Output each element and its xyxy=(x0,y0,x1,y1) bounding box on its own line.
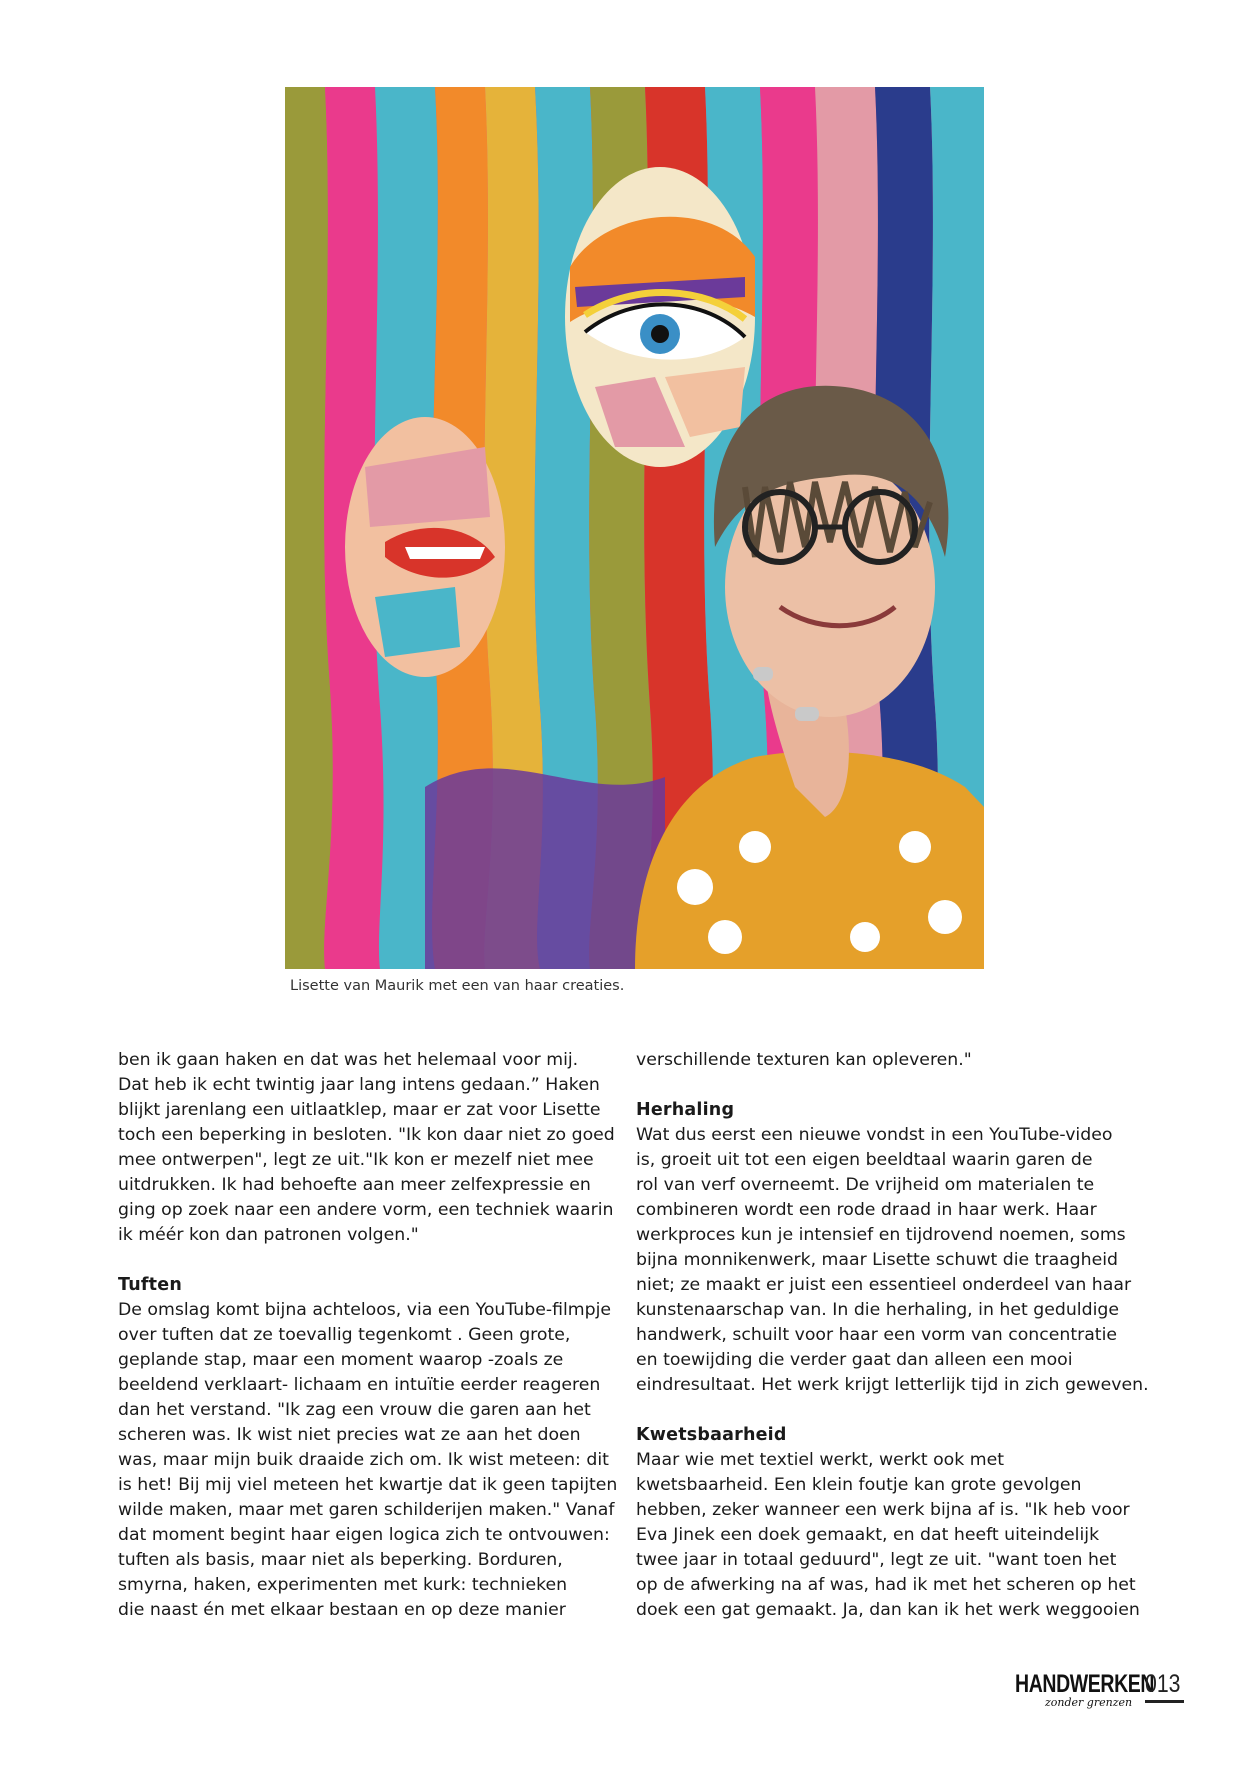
tufted-artwork-image xyxy=(285,87,984,969)
text-line: hebben, zeker wanneer een werk bijna af is. "Ik heb voor xyxy=(636,1500,1130,1520)
article-right-column xyxy=(636,1048,1149,1623)
text-line: bijna monnikenwerk, maar Lisette schuwt die traagheid xyxy=(636,1250,1119,1270)
text-line: is het! Bij mij viel meteen het kwartje dat ik geen tapijten xyxy=(118,1475,618,1495)
text-line: Eva Jinek een doek gemaakt, en dat heeft uiteindelijk xyxy=(636,1525,1100,1545)
text-line: Maar wie met textiel werkt, werkt ook met xyxy=(636,1450,1004,1470)
paragraph-herhaling xyxy=(636,1123,1149,1398)
text-line: wilde maken, maar met garen schilderijen maken." Vanaf xyxy=(118,1500,615,1520)
text-line: doek een gat gemaakt. Ja, dan kan ik het werk weggooien xyxy=(636,1600,1140,1620)
text-line: combineren wordt een rode draad in haar werk. Haar xyxy=(636,1200,1097,1220)
text-line: twee jaar in totaal geduurd", legt ze uit. "want toen het xyxy=(636,1550,1117,1570)
text-line: Dat heb ik echt twintig jaar lang intens gedaan.” Haken xyxy=(118,1075,600,1095)
text-line: ben ik gaan haken en dat was het helemaal voor mij. xyxy=(118,1050,579,1070)
text-line: Wat dus eerst een nieuwe vondst in een YouTube-video xyxy=(636,1125,1113,1145)
text-line: niet; ze maakt er juist een essentieel onderdeel van haar xyxy=(636,1275,1132,1295)
text-line: blijkt jarenlang een uitlaatklep, maar er zat voor Lisette xyxy=(118,1100,601,1120)
text-line: mee ontwerpen", legt ze uit."Ik kon er mezelf niet mee xyxy=(118,1150,594,1170)
magazine-tagline: zonder grenzen xyxy=(1045,1696,1133,1709)
text-line: geplande stap, maar een moment waarop -zoals ze xyxy=(118,1350,564,1370)
paragraph-continuation xyxy=(636,1048,1136,1073)
section-heading-kwetsbaarheid: Kwetsbaarheid xyxy=(636,1425,787,1445)
text-line: beeldend verklaart- lichaam en intuïtie eerder reageren xyxy=(118,1375,601,1395)
text-line: dat moment begint haar eigen logica zich te ontvouwen: xyxy=(118,1525,610,1545)
text-line: kunstenaarschap van. In die herhaling, in het geduldige xyxy=(636,1300,1119,1320)
article-left-column xyxy=(118,1048,618,1623)
page-footer xyxy=(1015,1670,1190,1718)
text-line: smyrna, haken, experimenten met kurk: technieken xyxy=(118,1575,568,1595)
text-line: eindresultaat. Het werk krijgt letterlijk tijd in zich geweven. xyxy=(636,1375,1149,1395)
text-line: en toewijding die verder gaat dan alleen een mooi xyxy=(636,1350,1073,1370)
paragraph-intro xyxy=(118,1048,618,1248)
text-line: uitdrukken. Ik had behoefte aan meer zelfexpressie en xyxy=(118,1175,591,1195)
page-number: 013 xyxy=(1145,1670,1181,1698)
text-line: kwetsbaarheid. Een klein foutje kan grote gevolgen xyxy=(636,1475,1082,1495)
text-line: ik méér kon dan patronen volgen." xyxy=(118,1225,419,1245)
text-line: ging op zoek naar een andere vorm, een techniek waarin xyxy=(118,1200,614,1220)
text-line: tuften als basis, maar niet als beperking. Borduren, xyxy=(118,1550,563,1570)
paragraph-tuften xyxy=(118,1298,618,1623)
text-line: dan het verstand. "Ik zag een vrouw die garen aan het xyxy=(118,1400,591,1420)
article-photo xyxy=(285,87,984,969)
text-line: was, maar mijn buik draaide zich om. Ik wist meteen: dit xyxy=(118,1450,609,1470)
magazine-logo: HANDWERKEN xyxy=(1015,1670,1155,1698)
photo-caption: Lisette van Maurik met een van haar creaties. xyxy=(290,978,625,994)
page-number-underline xyxy=(1145,1700,1184,1703)
section-heading-herhaling: Herhaling xyxy=(636,1100,735,1120)
text-line: die naast én met elkaar bestaan en op deze manier xyxy=(118,1600,566,1620)
text-line: over tuften dat ze toevallig tegenkomt . Geen grote, xyxy=(118,1325,571,1345)
text-line: op de afwerking na af was, had ik met het scheren op het xyxy=(636,1575,1136,1595)
text-line: toch een beperking in besloten. "Ik kon daar niet zo goed xyxy=(118,1125,615,1145)
text-line: handwerk, schuilt voor haar een vorm van concentratie xyxy=(636,1325,1118,1345)
text-line: is, groeit uit tot een eigen beeldtaal waarin garen de xyxy=(636,1150,1093,1170)
text-line: scheren was. Ik wist niet precies wat ze aan het doen xyxy=(118,1425,581,1445)
section-heading-tuften: Tuften xyxy=(118,1275,182,1295)
text-line: werkproces kun je intensief en tijdrovend noemen, soms xyxy=(636,1225,1126,1245)
text-line: De omslag komt bijna achteloos, via een YouTube-filmpje xyxy=(118,1300,612,1320)
text-line: rol van verf overneemt. De vrijheid om materialen te xyxy=(636,1175,1095,1195)
text-line: verschillende texturen kan opleveren." xyxy=(636,1050,972,1070)
paragraph-kwetsbaarheid xyxy=(636,1448,1140,1623)
